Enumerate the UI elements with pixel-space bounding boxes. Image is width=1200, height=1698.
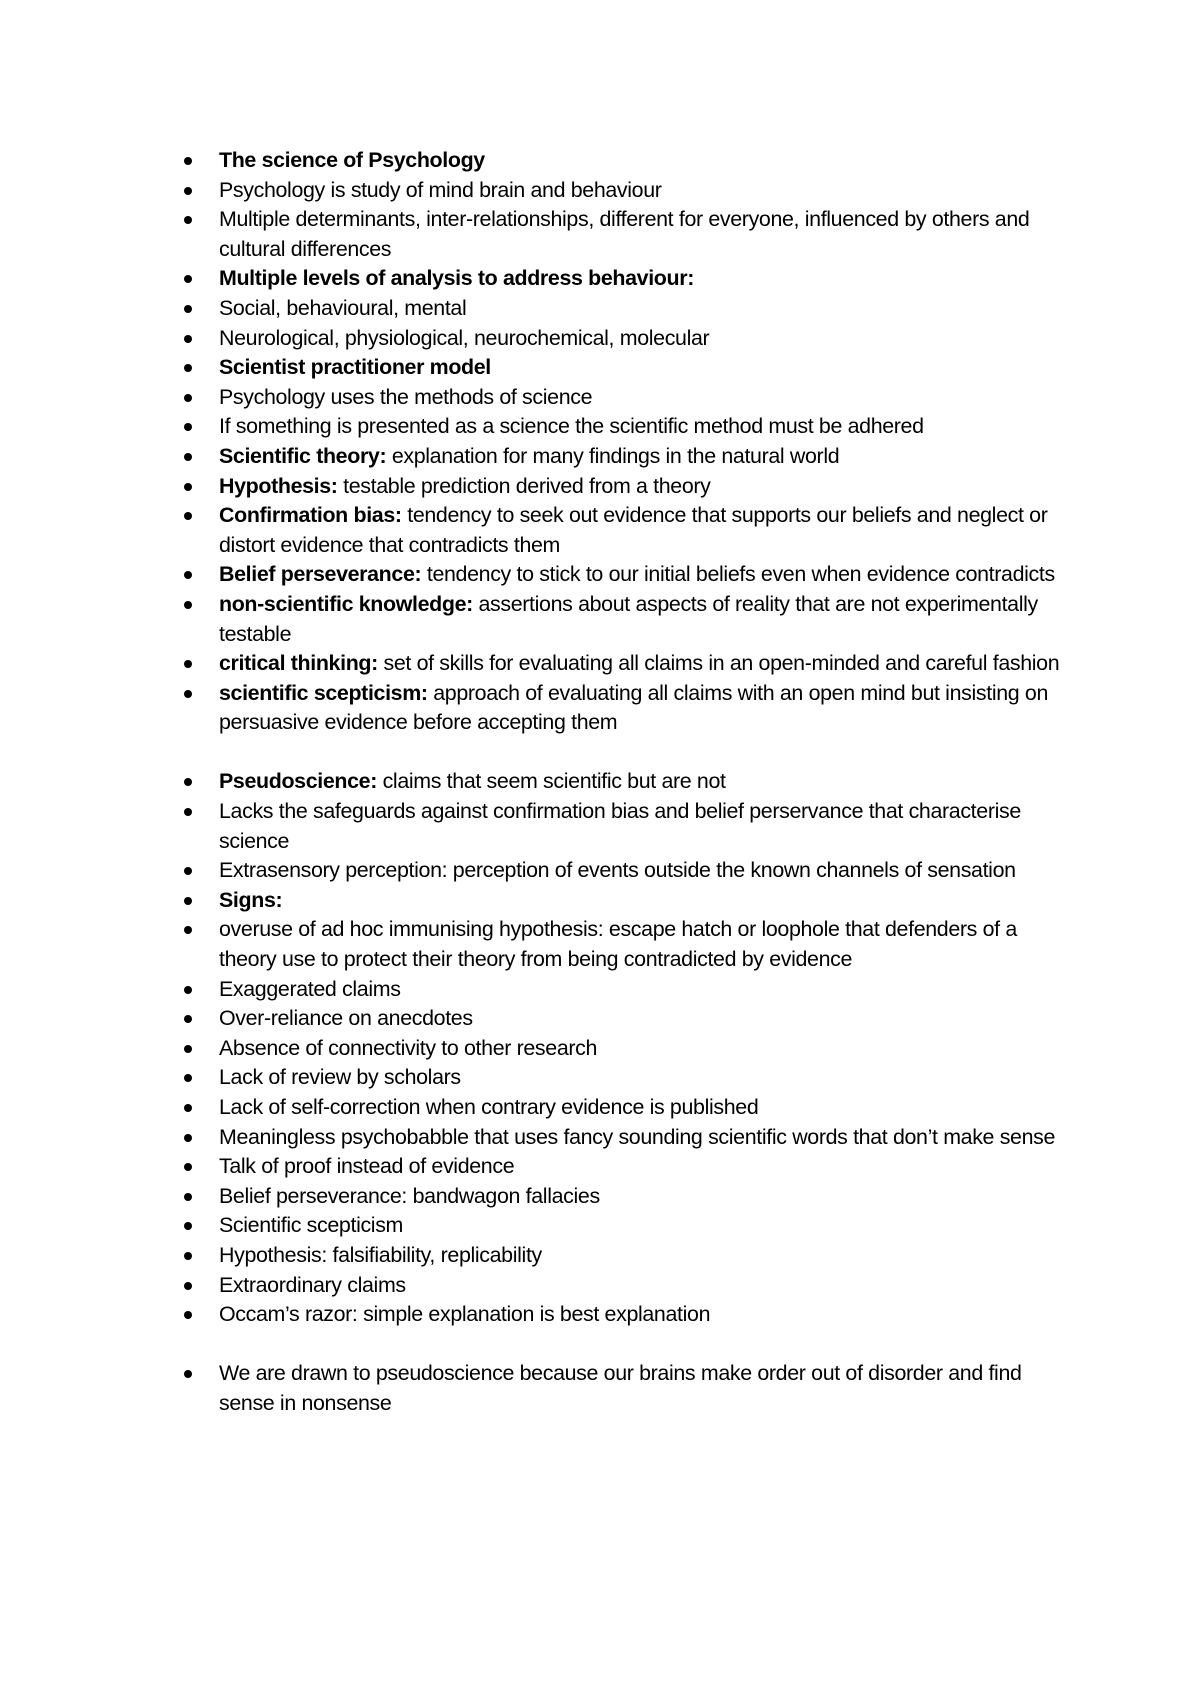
bullet-icon <box>184 394 192 402</box>
bullet-icon <box>184 1104 192 1112</box>
item-text: Neurological, physiological, neurochemical, molecular <box>219 325 710 350</box>
list-item <box>178 294 1078 324</box>
item-term: Signs: <box>219 887 283 912</box>
list-item <box>178 472 1078 502</box>
list-item <box>178 767 1078 797</box>
list-item <box>178 501 1078 560</box>
bullet-icon <box>184 305 192 313</box>
list-item <box>178 915 1078 974</box>
bullet-icon <box>184 187 192 195</box>
item-text: Social, behavioural, mental <box>219 295 467 320</box>
section-spacer <box>178 738 1078 768</box>
bullet-icon <box>184 453 192 461</box>
bullet-icon <box>184 986 192 994</box>
item-term: Hypothesis: <box>219 473 338 498</box>
bullet-icon <box>184 571 192 579</box>
item-text: Hypothesis: falsifiability, replicability <box>219 1242 542 1267</box>
item-term: Multiple levels of analysis to address behaviour: <box>219 266 694 291</box>
list-item <box>178 856 1078 886</box>
bullet-icon <box>184 157 192 165</box>
item-text: claims that seem scientific but are not <box>376 769 726 794</box>
item-text: Exaggerated claims <box>219 976 401 1001</box>
item-term: Pseudoscience: <box>219 769 377 794</box>
list-item <box>178 264 1078 294</box>
item-term: Scientific theory: <box>219 443 387 468</box>
item-text: Extrasensory perception: perception of events outside the known channels of sensation <box>219 858 1016 883</box>
list-item <box>178 324 1078 354</box>
item-term: non-scientific knowledge: <box>219 591 473 616</box>
item-term: critical thinking: <box>219 651 378 676</box>
list-item <box>178 560 1078 590</box>
list-item <box>178 1004 1078 1034</box>
item-text: assertions about aspects of reality that are not experimentally testable <box>219 591 1038 646</box>
list-item <box>178 412 1078 442</box>
list-item <box>178 649 1078 679</box>
bullet-icon <box>184 1311 192 1319</box>
bullet-icon <box>184 216 192 224</box>
item-term: scientific scepticism: <box>219 680 428 705</box>
list-item <box>178 1063 1078 1093</box>
item-text: tendency to stick to our initial beliefs even when evidence contradicts <box>421 562 1055 587</box>
list-item <box>178 679 1078 738</box>
bullet-icon <box>184 1193 192 1201</box>
list-item <box>178 1241 1078 1271</box>
list-item <box>178 797 1078 856</box>
list-item <box>178 146 1078 176</box>
list-item <box>178 975 1078 1005</box>
item-text: Psychology uses the methods of science <box>219 384 593 409</box>
item-term: Belief perseverance: <box>219 562 422 587</box>
item-text: approach of evaluating all claims with an open mind but insisting on persuasive evidence before accepting them <box>219 680 1048 735</box>
list-item <box>178 1359 1078 1418</box>
bullet-icon <box>184 1252 192 1260</box>
list-item <box>178 1300 1078 1330</box>
item-text: Lack of self-correction when contrary evidence is published <box>219 1095 759 1119</box>
bullet-icon <box>184 364 192 372</box>
item-text: testable prediction derived from a theory <box>337 473 711 498</box>
item-text: If something is presented as a science the scientific method must be adhered <box>219 414 924 439</box>
bullet-icon <box>184 335 192 343</box>
list-item <box>178 1152 1078 1182</box>
bullet-icon <box>184 690 192 698</box>
list-item <box>178 1034 1078 1064</box>
item-text: Lack of review by scholars <box>219 1065 461 1090</box>
item-text: Lacks the safeguards against confirmation bias and belief perservance that characterise science <box>219 799 1021 853</box>
list-item <box>178 383 1078 413</box>
bullet-icon <box>184 1222 192 1230</box>
list-item <box>178 353 1078 383</box>
item-text: Occam’s razor: simple explanation is best explanation <box>219 1302 711 1327</box>
list-item <box>178 1271 1078 1301</box>
item-text: Multiple determinants, inter-relationships, different for everyone, influenced by others and cultural differences <box>219 207 1030 261</box>
item-text: Talk of proof instead of evidence <box>219 1154 515 1179</box>
list-item <box>178 1093 1078 1123</box>
list-item <box>178 1123 1078 1153</box>
item-term: Scientist practitioner model <box>219 355 491 380</box>
item-text: We are drawn to pseudoscience because our brains make order out of disorder and find sense in nonsense <box>219 1361 1022 1415</box>
bullet-icon <box>184 660 192 668</box>
bullet-icon <box>184 1282 192 1290</box>
item-text: Meaningless psychobabble that uses fancy sounding scientific words that don’t make sense <box>219 1124 1056 1149</box>
item-text: tendency to seek out evidence that supports our beliefs and neglect or distort evidence that contradicts them <box>219 503 1048 557</box>
bullet-icon <box>184 1015 192 1023</box>
item-text: Belief perseverance: bandwagon fallacies <box>219 1183 600 1208</box>
bullet-icon <box>184 926 192 934</box>
item-text: set of skills for evaluating all claims in an open-minded and careful fashion <box>377 651 1060 676</box>
item-term: The science of Psychology <box>219 148 485 172</box>
item-text: Absence of connectivity to other research <box>219 1035 598 1060</box>
bullet-icon <box>184 512 192 520</box>
item-text: Scientific scepticism <box>219 1213 404 1238</box>
bullet-icon <box>184 1370 192 1378</box>
bullet-icon <box>184 1134 192 1142</box>
bullet-icon <box>184 867 192 875</box>
item-text: explanation for many findings in the natural world <box>386 443 840 468</box>
bullet-icon <box>184 275 192 283</box>
item-text: Over-reliance on anecdotes <box>219 1006 473 1031</box>
bullet-icon <box>184 601 192 609</box>
item-text: Extraordinary claims <box>219 1272 406 1297</box>
bullet-icon <box>184 897 192 905</box>
bullet-icon <box>184 778 192 786</box>
section-spacer <box>178 1330 1078 1360</box>
item-text: overuse of ad hoc immunising hypothesis: escape hatch or loophole that defenders of a theory use to protect their theory from being contradicted by evidence <box>219 917 1017 972</box>
list-item <box>178 886 1078 916</box>
list-item <box>178 1182 1078 1212</box>
item-text: Psychology is study of mind brain and behaviour <box>219 177 662 202</box>
bullet-list <box>178 146 1078 1419</box>
list-item <box>178 1211 1078 1241</box>
list-item <box>178 442 1078 472</box>
list-item <box>178 176 1078 206</box>
list-item <box>178 590 1078 649</box>
bullet-icon <box>184 423 192 431</box>
bullet-icon <box>184 483 192 491</box>
bullet-icon <box>184 1163 192 1171</box>
bullet-icon <box>184 1074 192 1082</box>
item-term: Confirmation bias: <box>219 503 402 528</box>
bullet-icon <box>184 808 192 816</box>
bullet-icon <box>184 1045 192 1053</box>
list-item <box>178 205 1078 264</box>
